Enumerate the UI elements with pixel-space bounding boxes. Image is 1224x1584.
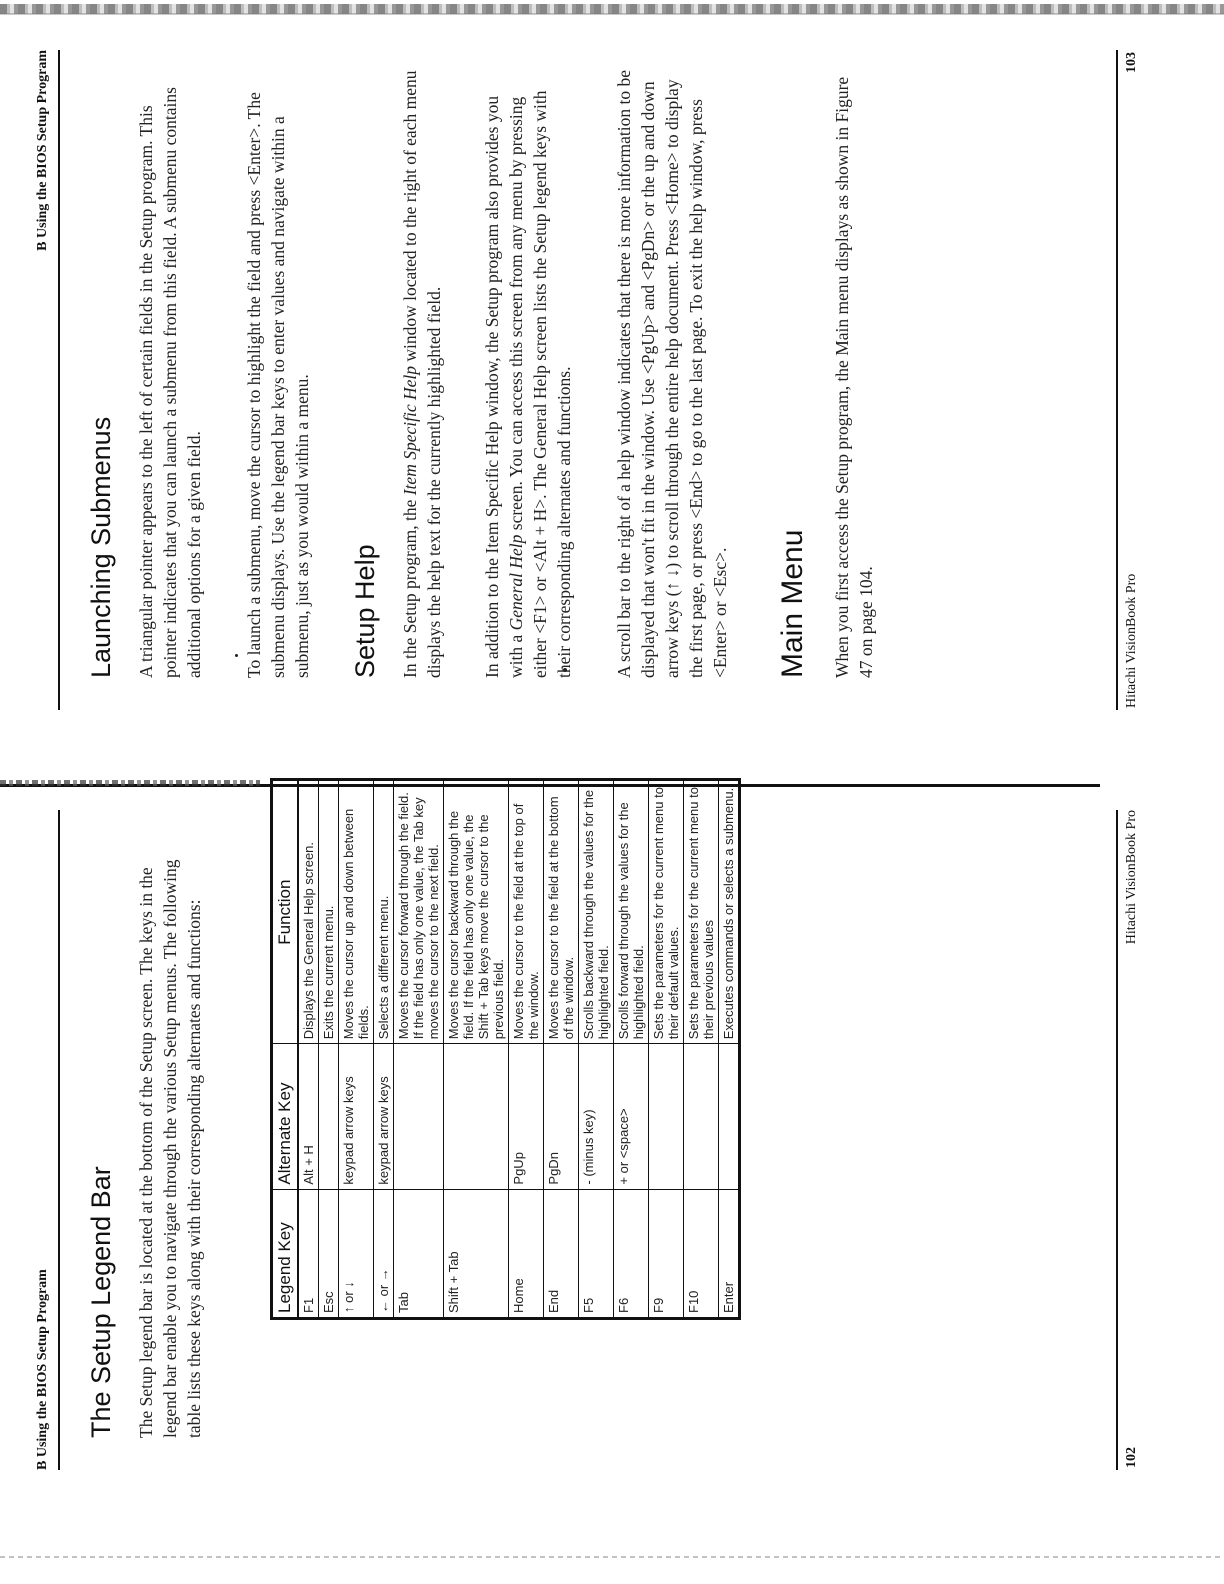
table-cell-key: F10 — [684, 1189, 719, 1318]
table-row — [649, 780, 684, 1319]
table-cell-alt: + or <space> — [614, 1044, 649, 1189]
section-heading-launching-submenus: Launching Submenus — [86, 416, 116, 678]
paragraph: A triangular pointer appears to the left of certain fields in the Setup program. This pointer indicates that you can launch a submenu from this field. A submenu contains additional options for a given field. — [136, 87, 204, 678]
paragraph: To launch a submenu, move the cursor to highlight the field and press <Enter>. The submenu displays. Use the legend bar keys to enter values and navigate within a submenu, just as you would within a menu. — [244, 92, 312, 678]
paragraph: A scroll bar to the right of a help window indicates that there is more information to be displayed that won't fit in the window. Use <PgUp> and <PgDn> or the up and down arrow keys (↑ ↓) to scroll through the entire help document. Press <Home> to display the first page, or press <End> to go to the last page. To exit the help window, press <Enter> or <Esc>. — [614, 70, 730, 678]
page-number: 102 — [1124, 1447, 1139, 1468]
section-heading-main-menu: Main Menu — [776, 529, 809, 678]
footer-title: Hitachi VisionBook Pro — [1124, 810, 1139, 945]
paragraph: In the Setup program, the Item Specific Help window located to the right of each menu displays the help text for the currently highlighted field. — [400, 70, 444, 678]
table-cell-key: F9 — [649, 1189, 684, 1318]
page-number: 103 — [1124, 52, 1139, 73]
running-head: B Using the BIOS Setup Program — [35, 1269, 50, 1470]
table-cell-alt: PgDn — [544, 1044, 579, 1189]
paragraph: In addition to the Item Specific Help window, the Setup program also provides you with a General Help screen. You can access this screen from any menu by pressing either <F1> or <Alt + H>. The General Help screen lists the Setup legend keys with their corresponding alternates and functions. — [482, 90, 574, 678]
table-cell-func: Executes commands or selects a submenu. — [719, 780, 740, 1044]
table-cell-func: Sets the parameters for the current menu to their previous values — [684, 780, 719, 1044]
table-cell-alt — [684, 1044, 719, 1189]
table-cell-alt — [394, 1044, 444, 1189]
column-header: Alternate Key — [272, 1044, 299, 1189]
table-row — [319, 780, 339, 1319]
scan-artifact-bottom — [0, 1556, 1224, 1558]
column-header: Legend Key — [272, 1189, 299, 1318]
table-cell-func: Moves the cursor up and down between fields. — [339, 780, 374, 1044]
table-cell-func: Sets the parameters for the current menu to their default values. — [649, 780, 684, 1044]
footer-rule — [1116, 50, 1118, 710]
column-header: Function — [272, 780, 299, 1044]
table-cell-key: Tab — [394, 1189, 444, 1318]
table-cell-func: Displays the General Help screen. — [298, 780, 319, 1044]
table-cell-alt: keypad arrow keys — [339, 1044, 374, 1189]
table-cell-func: Selects a different menu. — [374, 780, 394, 1044]
section-heading: The Setup Legend Bar — [86, 1166, 116, 1438]
table-row — [339, 780, 374, 1319]
table-cell-key: Shift + Tab — [444, 1189, 509, 1318]
table-row — [544, 780, 579, 1319]
table-row — [614, 780, 649, 1319]
table-cell-func: Moves the cursor to the field at the top of the window. — [509, 780, 544, 1044]
table-cell-key: F1 — [298, 1189, 319, 1318]
footer-rule — [1116, 810, 1118, 1470]
table-row — [719, 780, 740, 1319]
scan-artifact-top-line — [0, 13, 1224, 15]
table-cell-alt: keypad arrow keys — [374, 1044, 394, 1189]
table-cell-key: Home — [509, 1189, 544, 1318]
header-rule — [58, 50, 60, 710]
table-cell-func: Moves the cursor backward through the field. If the field has only one value, the Shift + Tab keys move the cursor to the previous field. — [444, 780, 509, 1044]
table-cell-alt — [444, 1044, 509, 1189]
intro-paragraph: The Setup legend bar is located at the bottom of the Setup screen. The keys in the legend bar enable you to navigate through the various Setup menus. The following table lists these keys along with their corresponding alternates and functions: — [136, 859, 204, 1438]
table-cell-alt: PgUp — [509, 1044, 544, 1189]
legend-key-table — [270, 778, 741, 1320]
table-row — [579, 780, 614, 1319]
table-cell-key: Enter — [719, 1189, 740, 1318]
table-row — [298, 780, 319, 1319]
table-row — [684, 780, 719, 1319]
table-cell-alt: - (minus key) — [579, 1044, 614, 1189]
table-cell-alt: Alt + H — [298, 1044, 319, 1189]
table-cell-func: Moves the cursor forward through the field. If the field has only one value, the Tab key moves the cursor to the next field. — [394, 780, 444, 1044]
table-cell-func: Moves the cursor to the field at the bottom of the window. — [544, 780, 579, 1044]
table-row — [444, 780, 509, 1319]
header-rule — [58, 810, 60, 1470]
page-102 — [30, 780, 1170, 1500]
running-head: B Using the BIOS Setup Program — [35, 50, 50, 251]
table-cell-func: Exits the current menu. — [319, 780, 339, 1044]
section-heading-setup-help: Setup Help — [350, 544, 380, 678]
table-cell-key: End — [544, 1189, 579, 1318]
paragraph: When you first access the Setup program, the Main menu displays as shown in Figure 47 on page 104. — [832, 76, 876, 678]
table-row — [374, 780, 394, 1319]
table-cell-key: F5 — [579, 1189, 614, 1318]
table-cell-alt — [319, 1044, 339, 1189]
footer-title: Hitachi VisionBook Pro — [1124, 573, 1139, 708]
table-cell-key: ← or → — [374, 1189, 394, 1318]
table-row — [509, 780, 544, 1319]
table-cell-key: ↑ or ↓ — [339, 1189, 374, 1318]
table-cell-key: F6 — [614, 1189, 649, 1318]
table-cell-func: Scrolls forward through the values for the highlighted field. — [614, 780, 649, 1044]
table-cell-key: Esc — [319, 1189, 339, 1318]
table-cell-alt — [719, 1044, 740, 1189]
table-cell-alt — [649, 1044, 684, 1189]
table-row — [394, 780, 444, 1319]
page-103 — [30, 20, 1170, 740]
table-cell-func: Scrolls backward through the values for the highlighted field. — [579, 780, 614, 1044]
